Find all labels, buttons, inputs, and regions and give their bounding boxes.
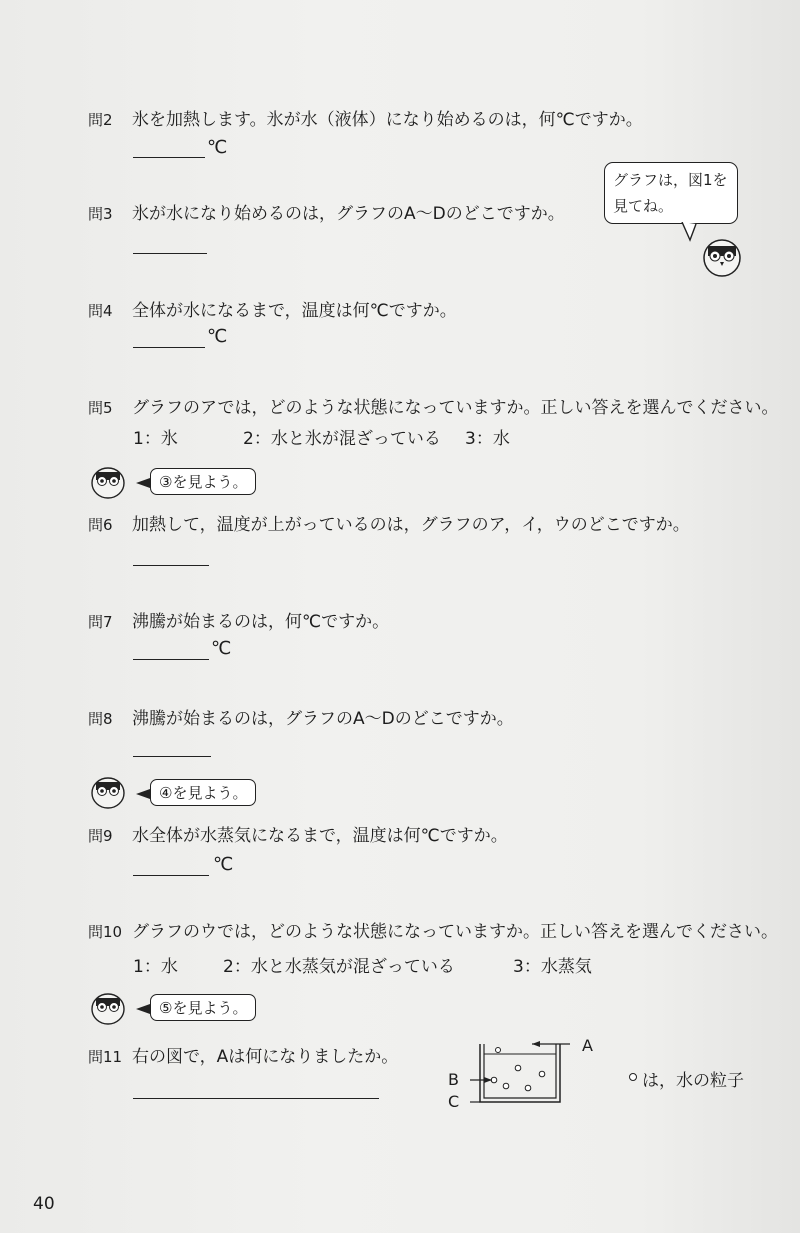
question-4 — [88, 296, 457, 321]
question-8 — [88, 704, 514, 729]
hint-tip: ④を見よう。 — [150, 779, 256, 806]
diagram-label-b: B — [448, 1070, 459, 1089]
hint-line-2: 見てね。 — [613, 197, 674, 215]
option-1[interactable]: 1：氷 — [133, 429, 178, 449]
owl-icon — [88, 460, 128, 500]
question-number: 問4 — [88, 302, 113, 320]
option-3[interactable]: 3：水 — [465, 429, 510, 449]
question-number: 問2 — [88, 111, 113, 129]
question-3 — [88, 199, 565, 224]
question-11 — [88, 1042, 398, 1067]
owl-icon — [88, 770, 128, 810]
question-number: 問6 — [88, 516, 113, 534]
diagram-label-a: A — [582, 1036, 593, 1055]
owl-icon — [88, 986, 128, 1026]
question-text: グラフのアでは，どのような状態になっていますか。正しい答えを選んでください。 — [132, 398, 779, 418]
unit-label: ℃ — [211, 638, 232, 659]
question-text: 全体が水になるまで，温度は何℃ですか。 — [132, 301, 457, 321]
beaker-diagram — [470, 1040, 600, 1110]
owl-mascot-icon — [670, 222, 750, 278]
option-3[interactable]: 3：水蒸気 — [513, 957, 592, 977]
answer-blank[interactable] — [133, 156, 205, 158]
answer-blank[interactable] — [133, 755, 211, 757]
question-number: 問11 — [88, 1048, 123, 1066]
question-text: 右の図で，Aは何になりましたか。 — [132, 1047, 399, 1067]
question-text: 沸騰が始まるのは，グラフのA～Dのどこですか。 — [132, 709, 514, 729]
option-2[interactable]: 2：水と氷が混ざっている — [243, 429, 441, 449]
question-number: 問10 — [88, 923, 123, 941]
unit-label: ℃ — [213, 854, 234, 875]
question-text: 氷を加熱します。氷が水（液体）になり始めるのは，何℃ですか。 — [132, 110, 643, 130]
answer-blank[interactable] — [133, 658, 209, 660]
unit-label: ℃ — [207, 137, 228, 158]
question-number: 問9 — [88, 827, 113, 845]
answer-blank[interactable] — [133, 252, 207, 254]
answer-options — [133, 952, 592, 977]
question-2 — [88, 105, 643, 130]
hint-line-1: グラフは，図1を — [613, 171, 728, 189]
question-text: 加熱して，温度が上がっているのは，グラフのア，イ，ウのどこですか。 — [132, 515, 690, 535]
question-6 — [88, 510, 690, 535]
unit-label: ℃ — [207, 326, 228, 347]
answer-blank[interactable] — [133, 346, 205, 348]
question-10 — [88, 917, 778, 942]
question-5 — [88, 393, 779, 418]
particle-icon — [627, 1071, 639, 1083]
option-1[interactable]: 1：水 — [133, 957, 178, 977]
question-text: 水全体が水蒸気になるまで，温度は何℃ですか。 — [132, 826, 508, 846]
answer-blank[interactable] — [133, 564, 209, 566]
question-number: 問3 — [88, 205, 113, 223]
hint-tip: ⑤を見よう。 — [150, 994, 256, 1021]
question-7 — [88, 607, 389, 632]
hint-tip: ③を見よう。 — [150, 468, 256, 495]
hint-bubble — [604, 162, 738, 224]
question-number: 問8 — [88, 710, 113, 728]
answer-blank[interactable] — [133, 1097, 379, 1099]
question-text: 沸騰が始まるのは，何℃ですか。 — [132, 612, 390, 632]
question-text: 氷が水になり始めるのは，グラフのA～Dのどこですか。 — [132, 204, 565, 224]
question-text: グラフのウでは，どのような状態になっていますか。正しい答えを選んでください。 — [132, 922, 778, 942]
question-9 — [88, 821, 508, 846]
particle-legend: は，水の粒子 — [642, 1071, 744, 1091]
page-number: 40 — [33, 1194, 55, 1214]
question-number: 問7 — [88, 613, 113, 631]
option-2[interactable]: 2：水と水蒸気が混ざっている — [223, 957, 455, 977]
answer-options — [133, 424, 510, 449]
answer-blank[interactable] — [133, 874, 209, 876]
question-number: 問5 — [88, 399, 113, 417]
diagram-label-c: C — [448, 1092, 460, 1111]
